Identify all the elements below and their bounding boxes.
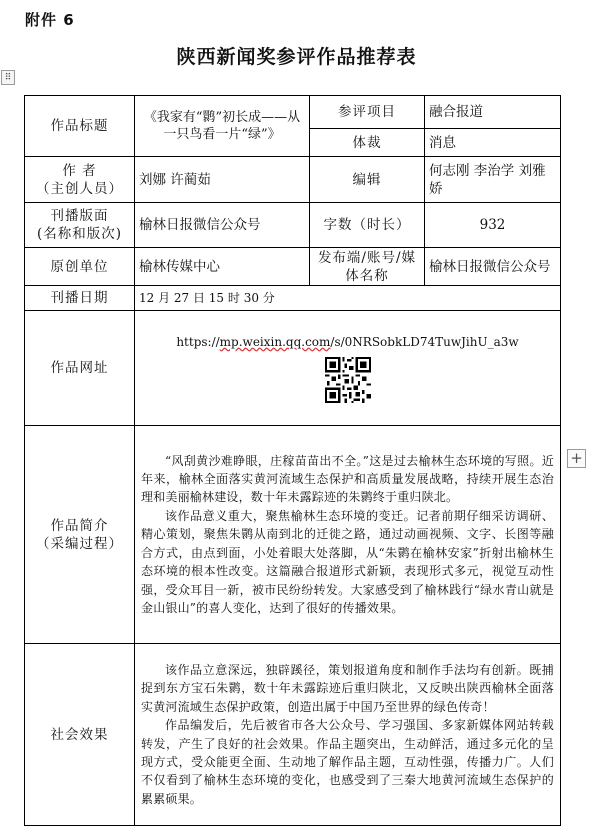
work-title-value: 《我家有“鹮”初长成——从一只鸟看一片“绿”》 xyxy=(135,96,310,157)
authors-value: 刘娜 许蔺茹 xyxy=(135,157,310,203)
intro-paragraph: 该作品意义重大，聚焦榆林生态环境的变迁。记者前期仔细采访调研、精心策划，聚焦朱鹮从南到北的迁徙之路，通过动画视频、文字、长图等融合方式，由点到面，小处着眼大处落脚，从“朱鹮在榆林安家”折射出榆林生态环境的根本性改变。这篇融合报道形式新颖，表现形式多元，视觉互动性强，受众耳目一新，被市民纷纷转发。大家感受到了榆林践行“绿水青山就是金山银山”的喜人变化，达到了很好的传播效果。 xyxy=(141,508,554,615)
label-word-count: 字数（时长） xyxy=(310,203,425,248)
intro-paragraph: “风刮黄沙难睁眼，庄稼苗苗出不全。”这是过去榆林生态环境的写照。近年来，榆林全面落实黄河流域生态保护和高质量发展战略，持续开展生态治理和美丽榆林建设，数十年未露踪迹的朱鹮终于重归陕北。 xyxy=(141,453,554,505)
recommendation-table xyxy=(24,95,561,826)
label-intro-line2: （采编过程） xyxy=(36,535,123,552)
label-intro-line1: 作品简介 xyxy=(50,517,109,534)
label-url: 作品网址 xyxy=(25,311,135,426)
label-editor: 编辑 xyxy=(310,157,425,203)
label-author-line2: （主创人员） xyxy=(36,180,123,197)
page-title: 陕西新闻奖参评作品推荐表 xyxy=(176,46,417,68)
url-prefix: https:// xyxy=(176,335,220,349)
intro-cell xyxy=(135,426,561,644)
date-value: 12 月 27 日 15 时 30 分 xyxy=(135,286,561,311)
label-date: 刊播日期 xyxy=(25,286,135,311)
platform-value: 榆林日报微信公众号 xyxy=(425,248,561,286)
editors-value: 何志刚 李治学 刘雅娇 xyxy=(425,157,561,203)
effect-paragraph: 作品编发后，先后被省市各大公众号、学习强国、多家新媒体网站转载转发，产生了良好的社会效果。作品主题突出，生动鲜活，通过多元化的呈现方式，受众能更全面、生动地了解作品主题，互动性强，传播力广。人们不仅看到了榆林生态环境的变化，也感受到了三秦大地黄河流域生态保护的累累硕果。 xyxy=(141,718,554,806)
url-cell xyxy=(135,311,561,426)
label-work-title: 作品标题 xyxy=(25,96,135,157)
label-edition xyxy=(25,203,135,248)
label-intro xyxy=(25,426,135,644)
effect-paragraph: 该作品立意深远，独辟蹊径，策划报道角度和制作手法均有创新。既捕捉到东方宝石朱鹮，数十年未露踪迹后重归陕北，又反映出陕西榆林全面落实黄河流域生态保护政策，创造出属于中国乃至世界的绿色传奇！ xyxy=(141,662,554,714)
qr-code-icon xyxy=(325,357,371,403)
move-handle-icon[interactable]: ⠿ xyxy=(1,70,15,85)
edition-value: 榆林日报微信公众号 xyxy=(135,203,310,248)
category-value: 融合报道 xyxy=(425,96,561,129)
label-effect: 社会效果 xyxy=(25,644,135,826)
label-genre: 体裁 xyxy=(310,129,425,157)
unit-value: 榆林传媒中心 xyxy=(135,248,310,286)
label-edition-line2: (名称和版次) xyxy=(36,226,123,242)
label-author-line1: 作 者 xyxy=(62,162,97,179)
label-author xyxy=(25,157,135,203)
url-host: mp.weixin.qq.com xyxy=(219,335,331,349)
work-url-link[interactable] xyxy=(139,333,556,351)
label-category: 参评项目 xyxy=(310,96,425,129)
plus-icon[interactable]: + xyxy=(567,449,586,468)
url-path: /s/0NRSobkLD74TuwJihU_a3w xyxy=(330,335,519,349)
word-count-value: 932 xyxy=(425,203,561,248)
effect-cell xyxy=(135,644,561,826)
genre-value: 消息 xyxy=(425,129,561,157)
label-unit: 原创单位 xyxy=(25,248,135,286)
label-edition-line1: 刊播版面 xyxy=(50,208,109,224)
attachment-label: 附件 6 xyxy=(25,11,75,29)
label-platform: 发布端/账号/媒体名称 xyxy=(310,248,425,286)
